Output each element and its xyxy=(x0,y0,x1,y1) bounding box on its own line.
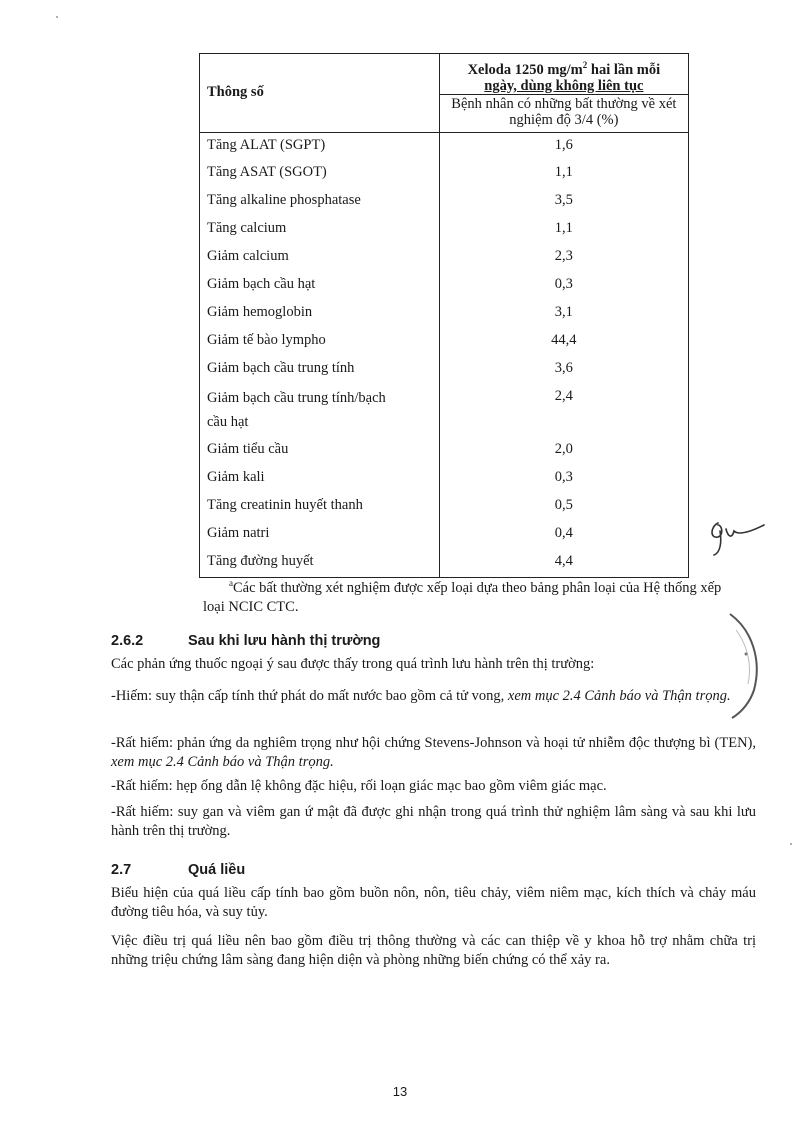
page-number: 13 xyxy=(392,1084,408,1099)
table-body xyxy=(200,132,689,577)
row-value: 0,3 xyxy=(439,272,688,300)
paragraph-overdose-treatment: Việc điều trị quá liều nên bao gồm điều trị thông thường và các can thiệp về y khoa hỗ trợ nhằm chữa trị những triệu chứng lâm sàng đang hiện diện và phòng những biến chứng có thể xảy ra. xyxy=(111,933,756,968)
section-number: 2.7 xyxy=(111,862,132,878)
section-title: Sau khi lưu hành thị trường xyxy=(188,633,381,649)
row-parameter: Tăng calcium xyxy=(200,216,440,244)
section-heading-2-7 xyxy=(111,862,245,878)
table-row xyxy=(200,384,689,437)
table-row xyxy=(200,300,689,328)
row-parameter: Tăng ALAT (SGPT) xyxy=(200,132,440,160)
table-row xyxy=(200,493,689,521)
footnote-marker: a xyxy=(229,578,233,588)
row-parameter: Giảm tế bào lympho xyxy=(200,328,440,356)
section-heading-2-6-2 xyxy=(111,633,380,649)
row-value: 1,1 xyxy=(439,160,688,188)
row-value: 2,4 xyxy=(439,384,688,437)
row-value: 2,3 xyxy=(439,244,688,272)
table-footnote xyxy=(203,574,733,617)
row-parameter: Tăng đường huyết xyxy=(200,549,440,577)
table-row xyxy=(200,272,689,300)
row-value: 3,5 xyxy=(439,188,688,216)
table-row xyxy=(200,356,689,384)
table-row xyxy=(200,437,689,465)
section-number: 2.6.2 xyxy=(111,633,144,649)
row-value: 0,5 xyxy=(439,493,688,521)
row-value: 2,0 xyxy=(439,437,688,465)
row-value: 3,6 xyxy=(439,356,688,384)
table-row xyxy=(200,465,689,493)
paragraph-item-rare xyxy=(111,687,756,706)
row-parameter: Giảm calcium xyxy=(200,244,440,272)
col-subheader-percent: Bệnh nhân có những bất thường về xét nghiệm độ 3/4 (%) xyxy=(439,94,688,132)
handwritten-initials xyxy=(704,505,774,560)
col-header-xeloda-line1-post: hai lần mỗi xyxy=(587,61,661,78)
row-parameter: Tăng ASAT (SGOT) xyxy=(200,160,440,188)
table-row xyxy=(200,521,689,549)
paragraph-item-very-rare-liver: -Rất hiếm: suy gan và viêm gan ứ mật đã được ghi nhận trong quá trình thử nghiệm lâm sàng và sau khi lưu hành trên thị trường. xyxy=(111,804,756,839)
row-parameter: Giảm kali xyxy=(200,465,440,493)
paragraph-overdose-symptoms: Biểu hiện của quá liều cấp tính bao gồm buồn nôn, nôn, tiêu chảy, viêm niêm mạc, kích thích và chảy máu đường tiêu hóa, và suy tủy. xyxy=(111,885,756,920)
item-text: -Hiếm: suy thận cấp tính thứ phát do mất nước bao gồm cả tử vong, xyxy=(111,688,508,704)
stamp-mark xyxy=(718,610,768,720)
col-header-xeloda-line2: ngày, dùng không liên tục xyxy=(484,77,644,94)
row-parameter: Giảm tiểu cầu xyxy=(200,437,440,465)
row-value: 3,1 xyxy=(439,300,688,328)
row-value: 1,6 xyxy=(439,132,688,160)
scan-speck xyxy=(790,843,792,845)
row-parameter: Giảm bạch cầu trung tính/bạch cầu hạt xyxy=(200,384,440,437)
col-header-xeloda xyxy=(439,54,688,95)
paragraph-item-very-rare-eye: -Rất hiếm: hẹp ống dẫn lệ không đặc hiệu, rối loạn giác mạc bao gồm viêm giác mạc. xyxy=(111,778,607,794)
footnote-text: Các bất thường xét nghiệm được xếp loại dựa theo bảng phân loại của Hệ thống xếp loại NCIC CTC. xyxy=(203,579,722,615)
item-reference: xem mục 2.4 Cảnh báo và Thận trọng. xyxy=(507,688,731,704)
row-parameter: Tăng alkaline phosphatase xyxy=(200,188,440,216)
row-parameter: Tăng creatinin huyết thanh xyxy=(200,493,440,521)
scan-speck xyxy=(56,16,58,18)
row-parameter: Giảm natri xyxy=(200,521,440,549)
item-reference: xem mục 2.4 Cảnh báo và Thận trọng. xyxy=(111,754,334,770)
row-parameter: Giảm bạch cầu trung tính xyxy=(200,356,440,384)
row-parameter: Giảm bạch cầu hạt xyxy=(200,272,440,300)
paragraph-item-very-rare-skin xyxy=(111,734,756,772)
table-row xyxy=(200,328,689,356)
col-header-parameter: Thông số xyxy=(200,54,440,133)
col-header-xeloda-line1-pre: Xeloda 1250 mg/m xyxy=(467,61,583,78)
item-text: -Rất hiếm: phản ứng da nghiêm trọng như hội chứng Stevens-Johnson và hoại tử nhiễm độc thượng bì (TEN), xyxy=(111,735,756,751)
col-header-xeloda-sup: 2 xyxy=(582,60,588,70)
table-row xyxy=(200,188,689,216)
table-row xyxy=(200,160,689,188)
lab-abnormalities-table xyxy=(199,53,689,578)
row-value: 0,3 xyxy=(439,465,688,493)
table-row xyxy=(200,244,689,272)
row-value: 1,1 xyxy=(439,216,688,244)
row-value: 44,4 xyxy=(439,328,688,356)
table-row xyxy=(200,132,689,160)
paragraph-intro: Các phản ứng thuốc ngoại ý sau được thấy trong quá trình lưu hành trên thị trường: xyxy=(111,656,595,672)
table-row xyxy=(200,216,689,244)
row-parameter: Giảm hemoglobin xyxy=(200,300,440,328)
row-value: 0,4 xyxy=(439,521,688,549)
section-title: Quá liều xyxy=(188,862,246,878)
row-value: 4,4 xyxy=(439,549,688,577)
